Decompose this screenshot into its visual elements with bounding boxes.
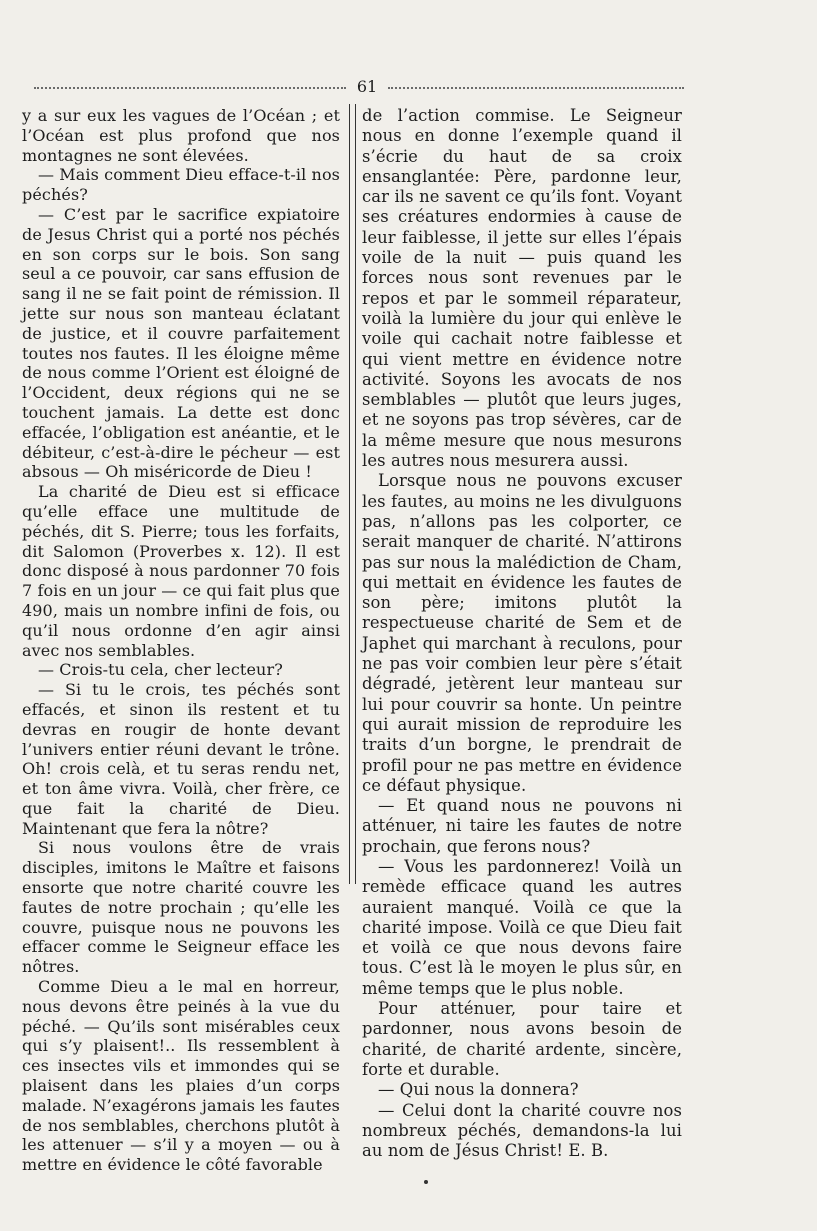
page-number: 61: [356, 77, 378, 96]
paragraph: Comme Dieu a le mal en horreur, nous devons être peinés à la vue du péché. — Qu’ils sont misérables ceux qui s’y plaisent!.. Ils ressemblent à ces insectes vils et immondes qui se plaisent dans les plaies d’un corps malade. N’exagérons jamais les fautes de nos semblables, cherchons plutôt à les attenuer — s’il y a moyen — ou à mettre en évidence le côté favorable: [22, 977, 340, 1175]
paragraph: — Vous les pardonnerez! Voilà un remède efficace quand les autres auraient manqué. Voilà ce que la charité impose. Voilà ce que Dieu fait et voilà ce que nous devons faire tous. C’est là le moyen le plus sûr, en même temps que le plus noble.: [362, 856, 682, 998]
paragraph: — Qui nous la donnera?: [378, 1080, 579, 1100]
ink-dot: [424, 1180, 428, 1184]
paragraph: — Mais comment Dieu efface-t-il nos péchés?: [22, 165, 340, 205]
right-column: [362, 106, 682, 1161]
paragraph: La charité de Dieu est si efficace qu’elle efface une multitude de péchés, dit S. Pierre; tous les forfaits, dit Salomon (Proverbes x. 12). Il est donc disposé à nous pardonner 70 fois 7 fois en un jour — ce qui fait plus que 490, mais un nombre infini de fois, ou qu’il nous ordonne d’en agir ainsi avec nos semblables.: [22, 482, 340, 660]
left-column: [22, 106, 340, 1175]
paragraph: y a sur eux les vagues de l’Océan ; et l’Océan est plus profond que nos montagnes ne sont élevées.: [22, 106, 340, 165]
column-divider: [349, 104, 350, 884]
paragraph: Lorsque nous ne pouvons excuser les fautes, au moins ne les divulguons pas, n’allons pas les colporter, ce serait manquer de charité. N’attirons pas sur nous la malédiction de Cham, qui mettait en évidence les fautes de son père; imitons plutôt la respectueuse charité de Sem et de Japhet qui marchant à reculons, pour ne pas voir combien leur père s’était dégradé, jetèrent leur manteau sur lui pour couvrir sa honte. Un peintre qui aurait mission de reproduire les traits d’un borgne, le prendrait de profil pour ne pas mettre en évidence ce défaut physique.: [362, 471, 682, 795]
signature-paragraph: — Celui dont la charité couvre nos nombreux péchés, demandons-la lui au nom de Jésus Christ! E. B.: [362, 1100, 682, 1161]
paragraph: — Si tu le crois, tes péchés sont effacés, et sinon ils restent et tu devras en rougir de honte devant l’univers entier réuni devant le trône. Oh! crois celà, et tu seras rendu net, et ton âme vivra. Voilà, cher frère, ce que fait la charité de Dieu. Maintenant que fera la nôtre?: [22, 680, 340, 838]
paragraph: — Crois-tu cela, cher lecteur?: [38, 660, 283, 680]
page-header: [22, 78, 682, 96]
header-rule-right: [388, 87, 684, 89]
column-divider-inner: [355, 104, 356, 884]
paragraph: Pour atténuer, pour taire et pardonner, nous avons besoin de charité, de charité ardente, sincère, forte et durable.: [362, 999, 682, 1079]
paragraph: — Et quand nous ne pouvons ni atténuer, ni taire les fautes de notre prochain, que ferons nous?: [362, 796, 682, 856]
paragraph: de l’action commise. Le Seigneur nous en donne l’exemple quand il s’écrie du haut de sa croix ensanglantée: Père, pardonne leur, car ils ne savent ce qu’ils font. Voyant ses créatures endormies à cause de leur faiblesse, il jette sur elles l’épais voile de la nuit — puis quand les forces nous sont revenues par le repos et par le sommeil réparateur, voilà la lumière du jour qui enlève le voile qui cachait notre faiblesse et qui vient mettre en évidence notre activité. Soyons les avocats de nos semblables — plutôt que leurs juges, et ne soyons pas trop sévères, car de la même mesure que nous mesurons les autres nous mesurera aussi.: [362, 106, 682, 471]
header-rule-left: [34, 87, 346, 89]
paragraph: Si nous voulons être de vrais disciples, imitons le Maître et faisons ensorte que notre charité couvre les fautes de notre prochain ; qu’elle les couvre, puisque nous ne pouvons les effacer comme le Seigneur efface les nôtres.: [22, 838, 340, 977]
paragraph: — C’est par le sacrifice expiatoire de Jesus Christ qui a porté nos péchés en son corps sur le bois. Son sang seul a ce pouvoir, car sans effusion de sang il ne se fait point de rémission. Il jette sur nous son manteau éclatant de justice, et il couvre parfaitement toutes nos fautes. Il les éloigne même de nous comme l’Orient est éloigné de l’Occident, deux régions qui ne se touchent jamais. La dette est donc effacée, l’obligation est anéantie, et le débiteur, c’est-à-dire le pécheur — est absous — Oh miséricorde de Dieu !: [22, 204, 340, 482]
